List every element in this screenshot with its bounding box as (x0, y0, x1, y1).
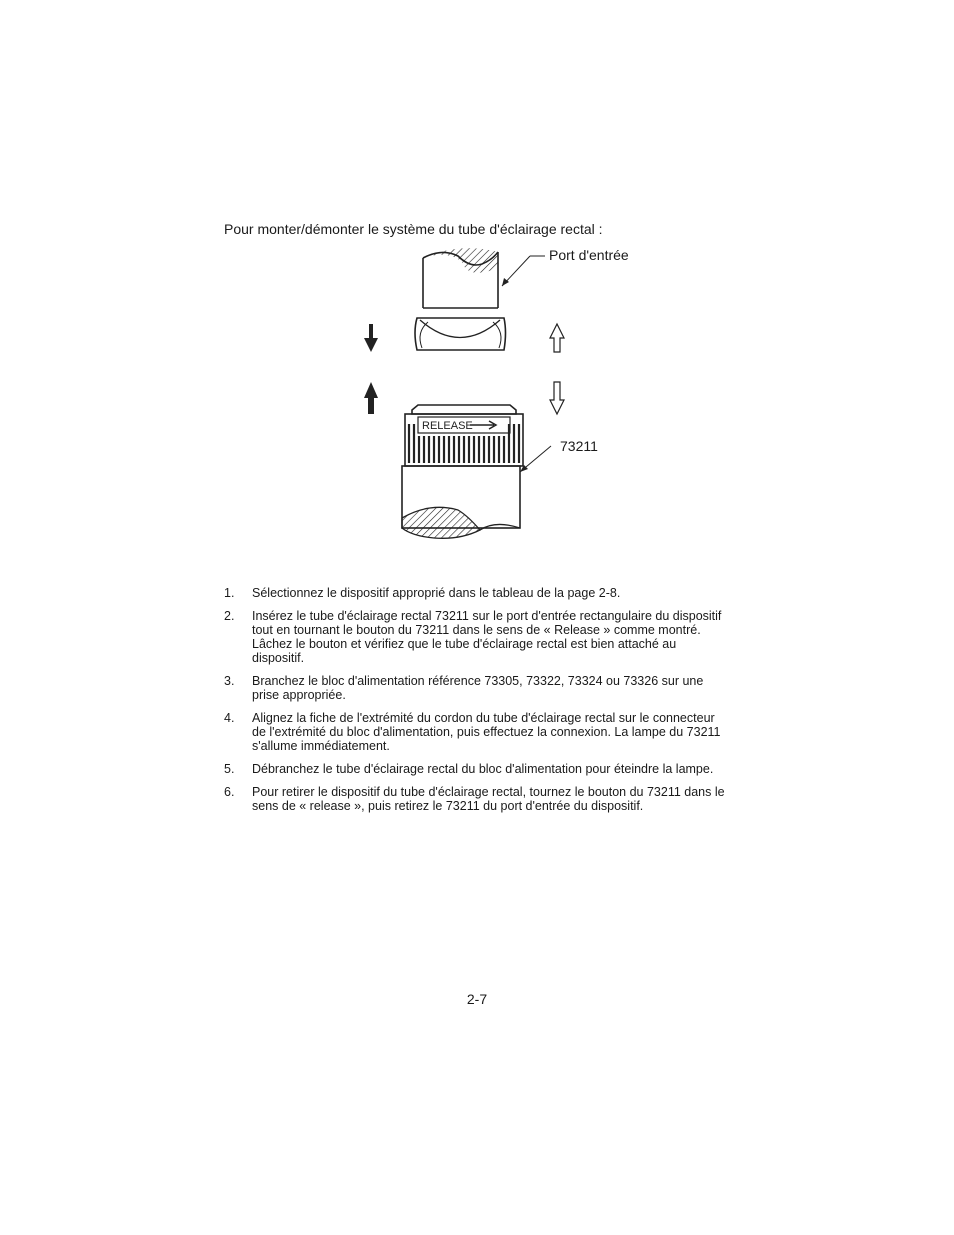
step-text: Pour retirer le dispositif du tube d'éclairage rectal, tournez le bouton du 73211 dans le sens de « release », puis retirez le 73211 du port d'entrée du dispositif. (252, 785, 725, 813)
step-text: Insérez le tube d'éclairage rectal 73211 sur le port d'entrée rectangulaire du dispositif tout en tournant le bouton du 73211 dans le sens de « Release » comme montré. Lâchez le bouton et vérifiez que le tube d'éclairage rectal est bien attaché au dispositif. (252, 609, 722, 665)
model-number-callout: 73211 (560, 438, 598, 454)
entry-port-device (415, 248, 506, 350)
step-number: 5. (224, 762, 235, 776)
tube-top-cap (412, 405, 516, 414)
step-number: 4. (224, 711, 235, 725)
port-collar-curve (420, 320, 500, 338)
tube-hatched-cut (402, 507, 480, 538)
list-item (224, 762, 730, 776)
list-item (224, 586, 730, 600)
list-item (224, 674, 730, 702)
port-collar-right-arc (493, 322, 501, 348)
arrow-up-outline-icon (550, 324, 564, 352)
step-text: Débranchez le tube d'éclairage rectal du bloc d'alimentation pour éteindre la lampe. (252, 762, 714, 776)
list-item (224, 711, 730, 753)
entry-port-callout: Port d'entrée (549, 247, 629, 263)
page-number: 2-7 (466, 991, 488, 1007)
port-collar (415, 318, 506, 350)
assembly-diagram (350, 240, 670, 560)
port-hatched-cut (423, 248, 498, 273)
list-item (224, 785, 730, 813)
step-text: Branchez le bloc d'alimentation référence 73305, 73322, 73324 ou 73326 sur une prise appropriée. (252, 674, 704, 702)
step-number: 6. (224, 785, 235, 799)
arrow-down-outline-icon (550, 382, 564, 414)
step-number: 2. (224, 609, 235, 623)
step-text: Sélectionnez le dispositif approprié dans le tableau de la page 2-8. (252, 586, 621, 600)
intro-text: Pour monter/démonter le système du tube d'éclairage rectal : (224, 221, 603, 237)
step-number: 3. (224, 674, 235, 688)
step-text: Alignez la fiche de l'extrémité du cordon du tube d'éclairage rectal sur le connecteur de l'extrémité du bloc d'alimentation, puis effectuez la connexion. La lampe du 73211 s'allume immédiatement. (252, 711, 721, 753)
tube-release-label: RELEASE (422, 420, 473, 432)
arrow-down-filled-icon (364, 324, 378, 352)
instruction-steps (224, 586, 730, 822)
assembly-figure (350, 240, 670, 560)
arrow-up-filled-icon (364, 382, 378, 414)
list-item (224, 609, 730, 665)
lighting-tube-device (402, 405, 523, 538)
step-number: 1. (224, 586, 235, 600)
